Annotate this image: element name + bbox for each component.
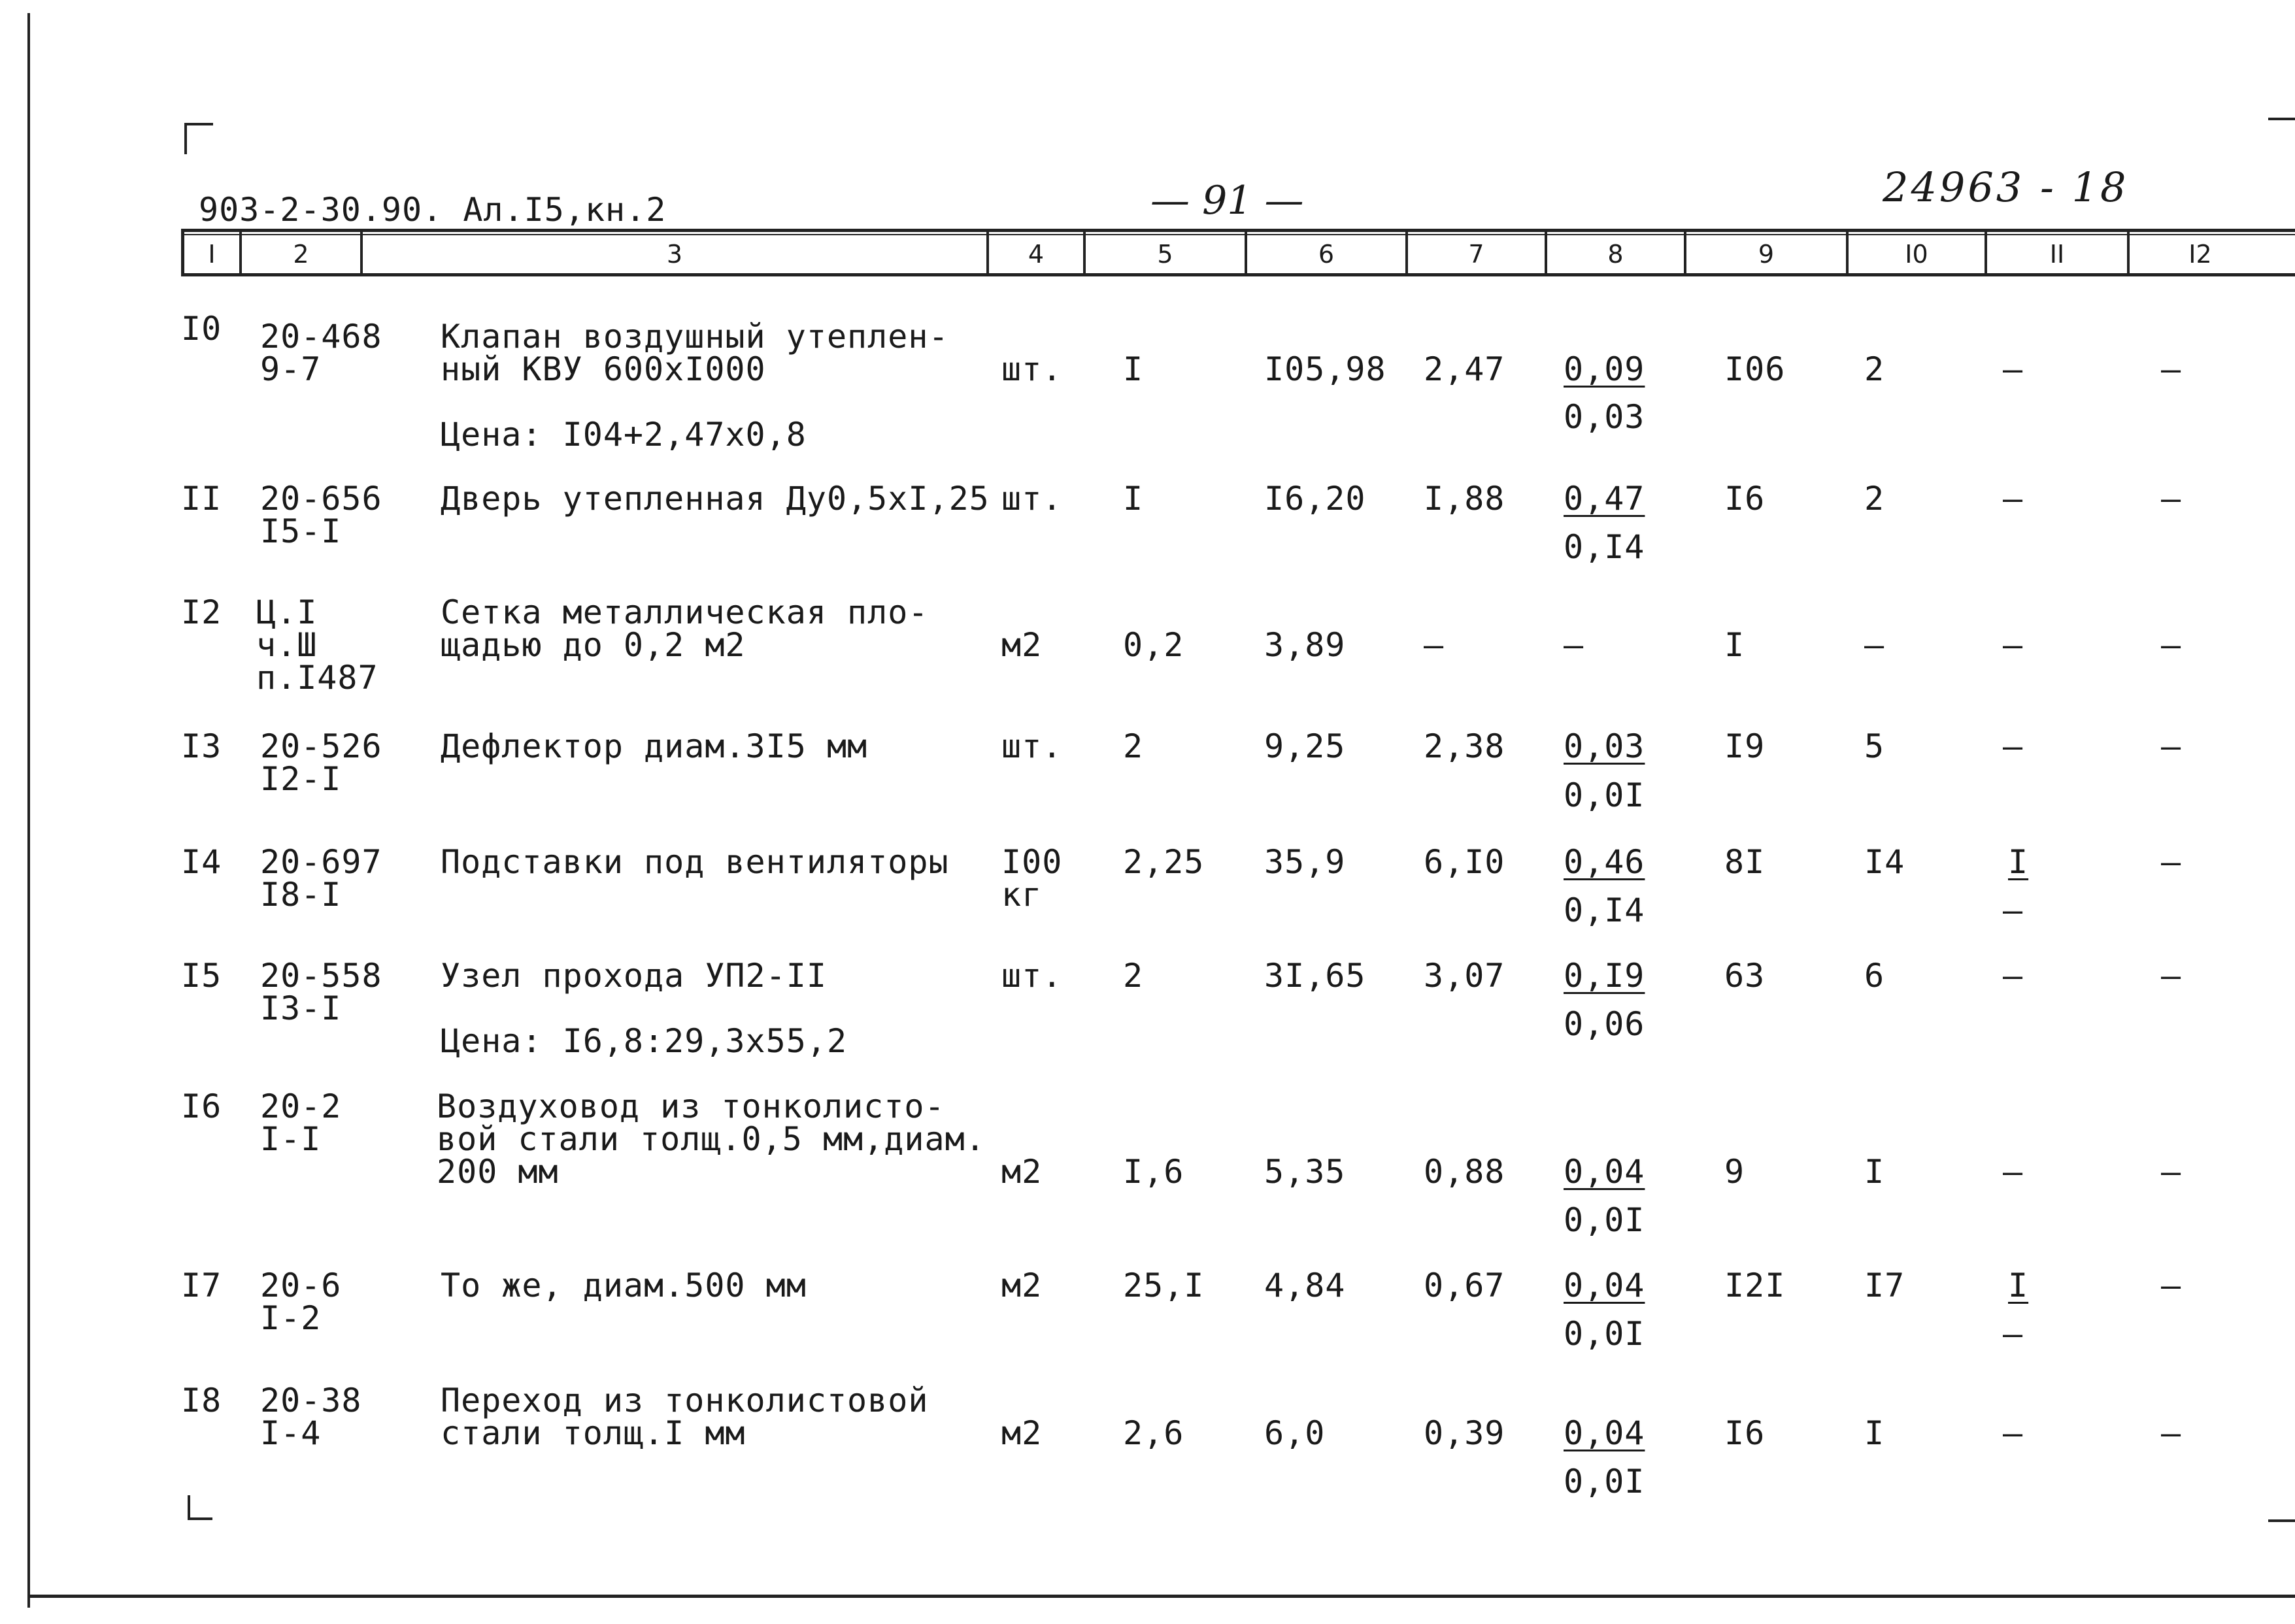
row-name: Узел прохода УП2-II [441, 957, 827, 995]
row-code: 20-656 [260, 480, 382, 518]
row-price: I6,20 [1264, 480, 1366, 518]
row-col12: – [2161, 957, 2182, 995]
row-name: То же, диам.500 мм [441, 1267, 807, 1304]
row-code: 20-526 [260, 727, 382, 765]
row-col11-top: – [2003, 1153, 2024, 1191]
row-col8-top: 0,47 [1564, 480, 1645, 518]
column-number-5: 5 [1157, 240, 1173, 269]
row-col9: I2I [1724, 1267, 1786, 1304]
row-qty: 2,6 [1123, 1414, 1184, 1452]
row-col10: I7 [1864, 1267, 1905, 1304]
row-col7: 3,07 [1424, 957, 1505, 995]
row-price: 6,0 [1264, 1414, 1326, 1452]
row-col8-bottom: 0,03 [1564, 398, 1645, 436]
row-col11-bottom: – [2003, 891, 2024, 929]
corner-mark-top-left [184, 123, 213, 154]
row-code: 20-468 [260, 318, 382, 356]
edge-mark-right-top [2268, 118, 2295, 120]
row-col8-bottom: 0,I4 [1564, 891, 1645, 929]
column-number-1: I [208, 240, 216, 269]
row-col8-top: 0,46 [1564, 843, 1645, 881]
column-number-10: I0 [1905, 240, 1928, 269]
page-number: — 91 — [1150, 178, 1304, 224]
row-unit: шт. [1001, 957, 1063, 995]
row-price: 4,84 [1264, 1267, 1346, 1304]
row-code: I3-I [260, 989, 342, 1027]
page-left-border [27, 13, 30, 1608]
row-col8-bottom: 0,06 [1564, 1005, 1645, 1043]
row-number: I2 [181, 593, 222, 631]
row-code: 20-558 [260, 957, 382, 995]
row-code: п.I487 [256, 659, 378, 697]
row-col7: 6,I0 [1424, 843, 1505, 881]
row-code: I8-I [260, 876, 342, 914]
row-col11-top: I [2008, 1267, 2029, 1304]
row-col9: 63 [1724, 957, 1766, 995]
row-col8-bottom: 0,0I [1564, 1463, 1645, 1500]
row-col8-bottom: 0,I4 [1564, 528, 1645, 566]
row-unit: м2 [1001, 626, 1043, 664]
row-col7: 2,47 [1424, 350, 1505, 388]
row-col8-bottom: 0,0I [1564, 1315, 1645, 1353]
row-name: 200 мм [437, 1153, 559, 1191]
row-unit: кг [1001, 876, 1043, 914]
row-unit: м2 [1001, 1414, 1043, 1452]
row-code: I-2 [260, 1299, 322, 1337]
row-col8-top: 0,04 [1564, 1267, 1645, 1304]
page-bottom-border [30, 1595, 2295, 1598]
row-col10: – [1864, 626, 1885, 664]
row-col10: 2 [1864, 350, 1885, 388]
row-col7: I,88 [1424, 480, 1505, 518]
row-col12: – [2161, 480, 2182, 518]
row-number: I4 [181, 843, 222, 881]
row-col11-bottom: – [2003, 1315, 2024, 1353]
row-col8-top: 0,09 [1564, 350, 1645, 388]
row-col7: 0,67 [1424, 1267, 1505, 1304]
row-unit: шт. [1001, 480, 1063, 518]
edge-mark-right-bottom [2268, 1519, 2295, 1522]
row-name: Клапан воздушный утеплен- [441, 318, 949, 356]
row-col9: I6 [1724, 480, 1766, 518]
row-code: I2-I [260, 760, 342, 798]
row-code: 20-2 [260, 1087, 342, 1125]
row-number: I6 [181, 1087, 222, 1125]
row-col11-top: – [2003, 1414, 2024, 1452]
row-number: I7 [181, 1267, 222, 1304]
row-col11-top: – [2003, 957, 2024, 995]
row-qty: I,6 [1123, 1153, 1184, 1191]
row-col8-bottom: 0,0I [1564, 776, 1645, 814]
row-price: I05,98 [1264, 350, 1386, 388]
row-col12: – [2161, 727, 2182, 765]
row-unit: м2 [1001, 1153, 1043, 1191]
row-number: I5 [181, 957, 222, 995]
row-code: I-I [260, 1120, 322, 1158]
row-col9: I6 [1724, 1414, 1766, 1452]
row-col7: – [1424, 626, 1445, 664]
row-code: I-4 [260, 1414, 322, 1452]
row-col12: – [2161, 1153, 2182, 1191]
row-price: 9,25 [1264, 727, 1346, 765]
row-col9: 8I [1724, 843, 1766, 881]
row-unit: м2 [1001, 1267, 1043, 1304]
row-col8-top: 0,03 [1564, 727, 1645, 765]
row-qty: 2 [1123, 957, 1144, 995]
column-number-6: 6 [1318, 240, 1335, 269]
row-qty: 2 [1123, 727, 1144, 765]
row-price: 5,35 [1264, 1153, 1346, 1191]
row-col9: 9 [1724, 1153, 1745, 1191]
column-number-11: II [2049, 240, 2065, 269]
row-col9: I [1724, 626, 1745, 664]
corner-mark-bottom-left [188, 1495, 212, 1520]
row-col10: I [1864, 1414, 1885, 1452]
document-code: 903-2-30.90. Ал.I5,кн.2 [199, 191, 667, 229]
row-unit: I00 [1001, 843, 1063, 881]
row-name: вой стали толщ.0,5 мм,диам. [437, 1120, 986, 1158]
column-number-2: 2 [293, 240, 309, 269]
archive-number: 24963 - 18 [1883, 163, 2129, 211]
column-number-12: I2 [2188, 240, 2212, 269]
row-col8-bottom: 0,0I [1564, 1201, 1645, 1239]
row-qty: 25,I [1123, 1267, 1205, 1304]
row-code: 20-6 [260, 1267, 342, 1304]
row-col12: – [2161, 843, 2182, 881]
row-col8-top: 0,04 [1564, 1414, 1645, 1452]
row-col9: I9 [1724, 727, 1766, 765]
row-price: 3I,65 [1264, 957, 1366, 995]
row-col10: 6 [1864, 957, 1885, 995]
row-col8-top: 0,I9 [1564, 957, 1645, 995]
row-name: ный КВУ 600хI000 [441, 350, 766, 388]
row-col11-top: – [2003, 626, 2024, 664]
row-name: Переход из тонколистовой [441, 1382, 929, 1419]
row-qty: 2,25 [1123, 843, 1205, 881]
row-name: щадью до 0,2 м2 [441, 626, 746, 664]
row-col7: 0,88 [1424, 1153, 1505, 1191]
row-code: 20-697 [260, 843, 382, 881]
row-qty: 0,2 [1123, 626, 1184, 664]
header-bottom-line [181, 273, 2295, 276]
row-code: Ц.I [256, 593, 318, 631]
row-qty: I [1123, 480, 1144, 518]
row-col11-top: – [2003, 350, 2024, 388]
header-top-line [181, 229, 2295, 232]
row-col11-top: – [2003, 480, 2024, 518]
row-name: стали толщ.I мм [441, 1414, 746, 1452]
row-col10: 2 [1864, 480, 1885, 518]
row-code: ч.Ш [256, 626, 318, 664]
column-number-3: 3 [666, 240, 683, 269]
row-note: Цена: I04+2,47х0,8 [441, 416, 807, 454]
row-unit: шт. [1001, 350, 1063, 388]
row-col9: I06 [1724, 350, 1786, 388]
row-col12: – [2161, 1414, 2182, 1452]
row-qty: I [1123, 350, 1144, 388]
row-number: I0 [181, 310, 222, 348]
row-col11-top: I [2008, 843, 2029, 881]
row-price: 3,89 [1264, 626, 1346, 664]
column-number-9: 9 [1758, 240, 1775, 269]
row-col12: – [2161, 626, 2182, 664]
row-col11-top: – [2003, 727, 2024, 765]
row-col7: 2,38 [1424, 727, 1505, 765]
row-col8-top: 0,04 [1564, 1153, 1645, 1191]
row-col12: – [2161, 1267, 2182, 1304]
row-number: I3 [181, 727, 222, 765]
row-col8-top: – [1564, 626, 1584, 664]
row-col10: 5 [1864, 727, 1885, 765]
row-col7: 0,39 [1424, 1414, 1505, 1452]
column-number-8: 8 [1607, 240, 1624, 269]
row-col10: I [1864, 1153, 1885, 1191]
row-name: Воздуховод из тонколисто- [437, 1087, 945, 1125]
row-unit: шт. [1001, 727, 1063, 765]
row-number: I8 [181, 1382, 222, 1419]
row-name: Подставки под вентиляторы [441, 843, 949, 881]
row-name: Дефлектор диам.3I5 мм [441, 727, 868, 765]
row-code: I5-I [260, 512, 342, 550]
column-number-7: 7 [1468, 240, 1484, 269]
row-price: 35,9 [1264, 843, 1346, 881]
row-number: II [181, 480, 222, 518]
column-number-4: 4 [1028, 240, 1045, 269]
row-name: Дверь утепленная Ду0,5хI,25 [441, 480, 990, 518]
row-col10: I4 [1864, 843, 1905, 881]
row-name: Сетка металлическая пло- [441, 593, 929, 631]
row-code: 20-38 [260, 1382, 362, 1419]
row-note: Цена: I6,8:29,3х55,2 [441, 1022, 848, 1060]
row-col12: – [2161, 350, 2182, 388]
header-top-line-inner [181, 234, 2295, 235]
row-code: 9-7 [260, 350, 322, 388]
